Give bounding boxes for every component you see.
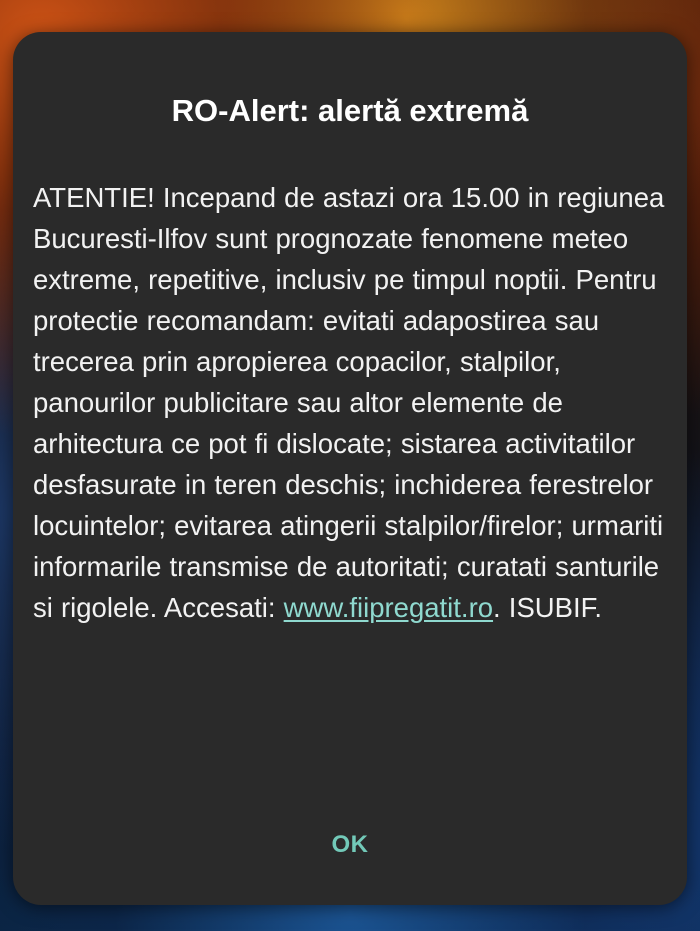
message-text-part-2: . ISUBIF.: [493, 592, 603, 624]
message-text-part-1: ATENTIE! Incepand de astazi ora 15.00 in regiunea Bucuresti-Ilfov sunt prognozate fenomene meteo extreme, repetitive, inclusiv pe timpul noptii. Pentru protectie recomandam: evitati adapostirea sau trecerea prin apropierea copacilor, stalpilor, panourilor publicitare sau altor elemente de arhitectura ce pot fi dislocate; sistarea activitatilor desfasurate in teren deschis; inchiderea ferestrelor locuintelor; evitarea atingerii stalpilor/firelor; urmariti informarile transmise de autoritati; curatati santurile si rigolele. Accesati:: [33, 182, 665, 624]
ok-button[interactable]: OK: [306, 821, 395, 869]
fiipregatit-link[interactable]: www.fiipregatit.ro: [283, 592, 494, 624]
ro-alert-dialog: [13, 32, 687, 905]
dialog-message: [33, 177, 667, 628]
dialog-actions: [13, 821, 687, 869]
dialog-title: RO-Alert: alertă extremă: [171, 93, 529, 128]
